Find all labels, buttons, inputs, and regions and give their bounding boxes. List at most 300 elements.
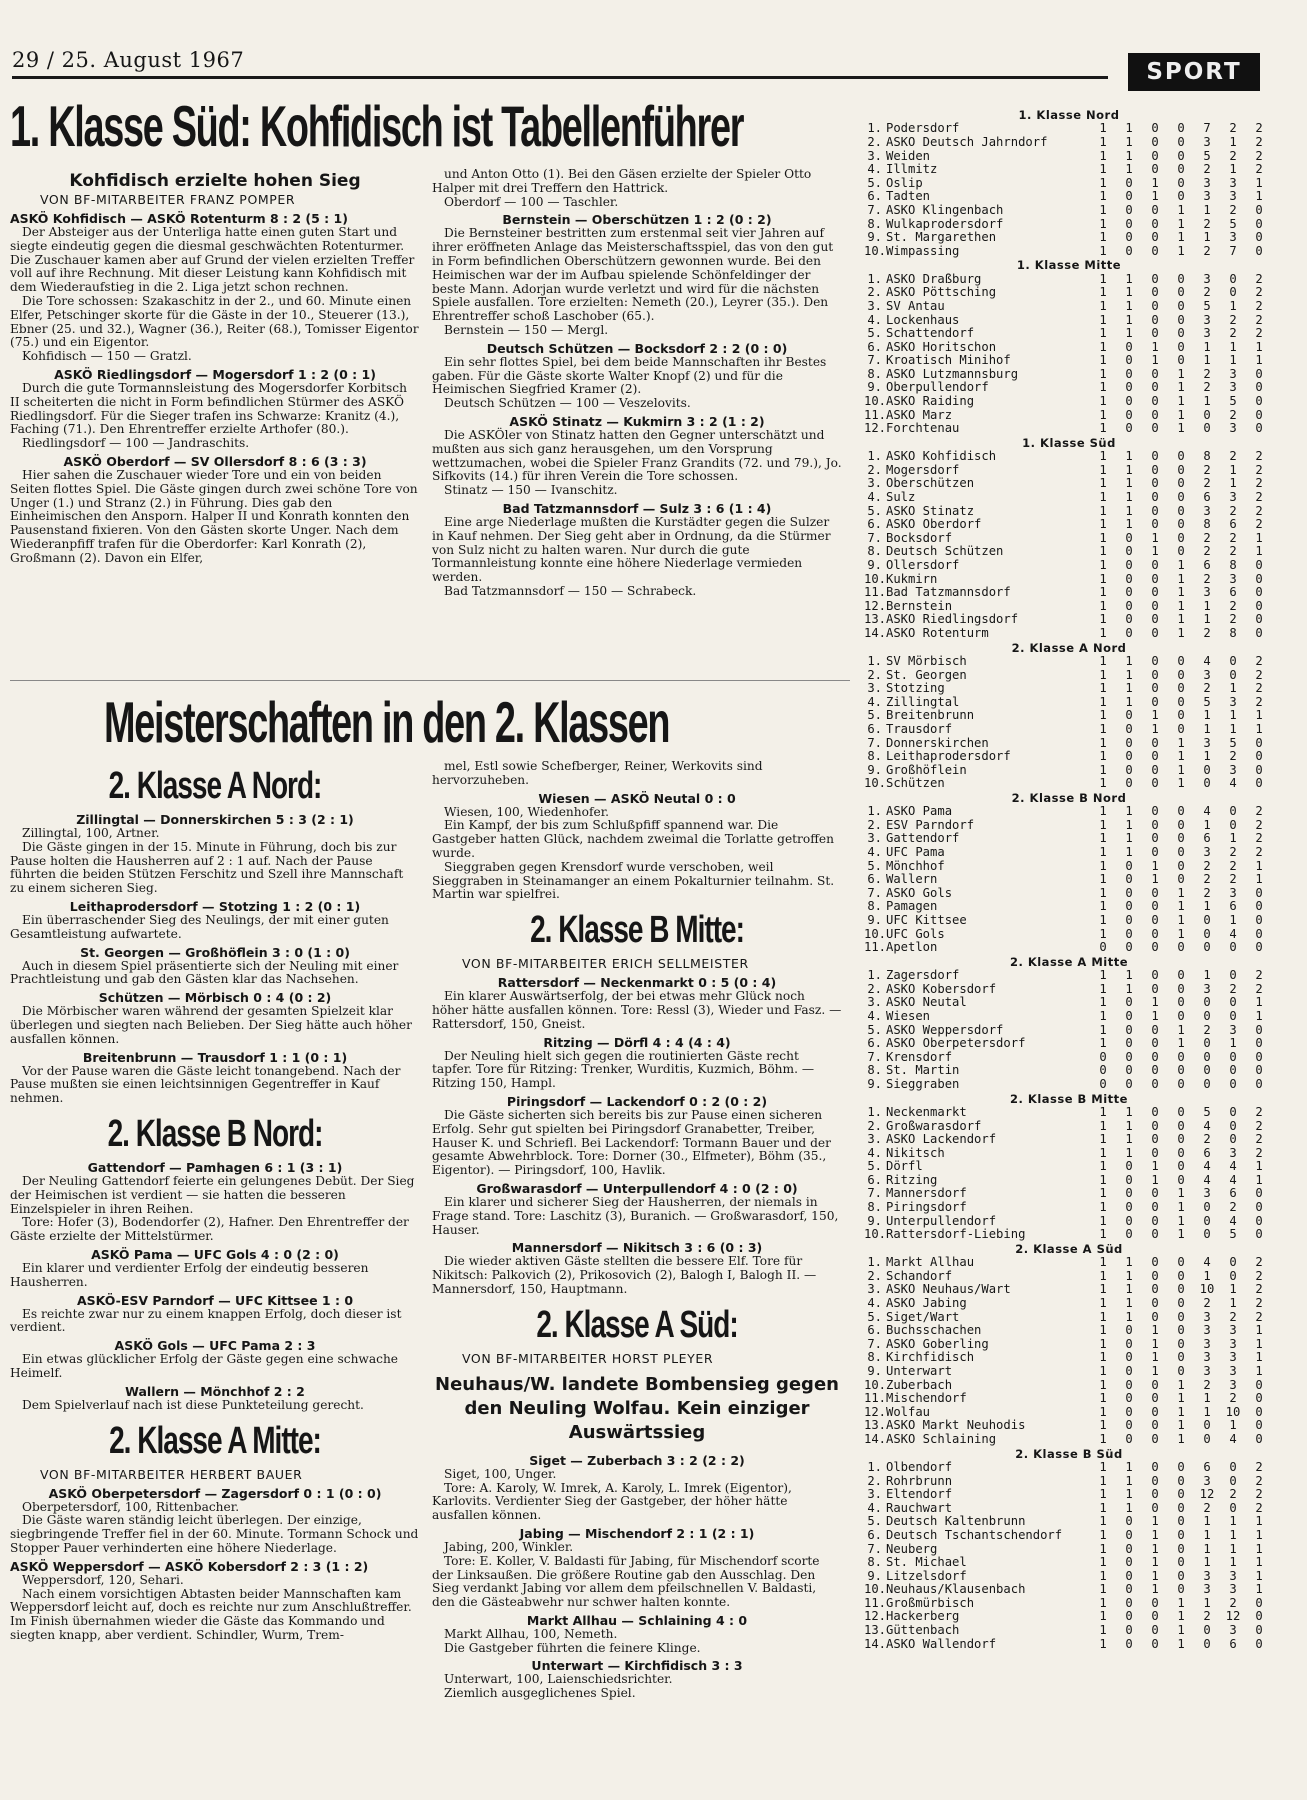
stat-value: 2 xyxy=(1255,1104,1263,1119)
stat-value: 1 xyxy=(1099,735,1107,750)
stat-value: 1 xyxy=(1255,544,1263,559)
standings-row xyxy=(864,464,1274,478)
standings-row xyxy=(864,1624,1274,1638)
stat-value: 2 xyxy=(1229,612,1237,627)
paragraph: Bernstein — 150 — Mergl. xyxy=(444,322,609,337)
stat-value: 0 xyxy=(1177,845,1185,860)
stat-value: 4 xyxy=(1229,1159,1237,1174)
stat-value: 0 xyxy=(1151,1186,1159,1201)
paragraph: Nach einem vorsichtigen Abtasten beider Mannschaften kam Weppersdorf leicht auf, doch es reichte nur zum Anschlußtreffer. Im Finish übernahmen wieder die Gäste das Kommando und siegten knapp, aber verdient. Schindler, Wurm, Trem- xyxy=(10,1586,412,1642)
standings-row xyxy=(864,1529,1274,1543)
stat-value: 1 xyxy=(1177,1186,1185,1201)
paragraph: Siget, 100, Unger. xyxy=(444,1466,557,1481)
stat-value: 1 xyxy=(1099,230,1107,245)
stat-value: 0 xyxy=(1151,503,1159,518)
team-name: Ollersdorf xyxy=(886,558,960,572)
stat-value: 1 xyxy=(1229,162,1237,177)
stat-value: 0 xyxy=(1151,776,1159,791)
stat-value: 0 xyxy=(1151,407,1159,422)
stat-value: 2 xyxy=(1203,366,1211,381)
stat-value: 0 xyxy=(1151,1268,1159,1283)
stat-value: 0 xyxy=(1255,1431,1263,1446)
stat-value: 3 xyxy=(1203,175,1211,190)
match-result: Jabing — Mischendorf 2 : 1 (2 : 1) xyxy=(519,1525,755,1541)
match-result: Rattersdorf — Neckenmarkt 0 : 5 (0 : 4) xyxy=(497,975,777,991)
stat-value: 2 xyxy=(1255,1282,1263,1297)
rank: 4. xyxy=(867,1500,882,1515)
stat-value: 6 xyxy=(1203,1459,1211,1474)
standings-row xyxy=(864,1160,1274,1174)
stat-value: 0 xyxy=(1177,1008,1185,1023)
standings-row xyxy=(864,545,1274,559)
stat-value: 0 xyxy=(1177,1172,1185,1187)
stat-value: 1 xyxy=(1125,1268,1133,1283)
rank: 10. xyxy=(864,1377,887,1392)
team-name: Kroatisch Minihof xyxy=(886,354,1011,368)
stat-value: 3 xyxy=(1203,134,1211,149)
stat-value: 0 xyxy=(1125,1636,1133,1651)
stat-value: 1 xyxy=(1177,585,1185,600)
stat-value: 0 xyxy=(1177,1364,1185,1378)
standings-row xyxy=(864,996,1274,1010)
team-name: ASKÖ Lackendorf xyxy=(886,1133,997,1147)
stat-value: 0 xyxy=(1229,285,1237,300)
stat-value: 0 xyxy=(1151,1636,1159,1651)
stat-value: 0 xyxy=(1151,831,1159,846)
standings-row xyxy=(864,1392,1274,1406)
stat-value: 3 xyxy=(1203,1323,1211,1338)
team-name: Deutsch Tschantschendorf xyxy=(886,1528,1063,1542)
stat-value: 1 xyxy=(1255,1172,1263,1187)
stat-value: 0 xyxy=(1151,1132,1159,1147)
stat-value: 2 xyxy=(1203,1377,1211,1392)
team-name: Unterwart xyxy=(886,1365,953,1378)
stat-value: 0 xyxy=(1177,653,1185,668)
standings-row xyxy=(864,1174,1274,1188)
team-name: ASKÖ Lutzmannsburg xyxy=(886,367,1019,381)
stat-value: 1 xyxy=(1099,326,1107,341)
stat-value: 1 xyxy=(1099,162,1107,177)
stat-value: 1 xyxy=(1099,298,1107,313)
paragraph: Deutsch Schützen — 100 — Veszelovits. xyxy=(444,396,691,411)
stat-value: 2 xyxy=(1255,845,1263,860)
stat-value: 0 xyxy=(1203,1418,1211,1433)
stat-value: 2 xyxy=(1255,1487,1263,1502)
standings-title: 2. Klasse B Mitte xyxy=(1010,1091,1128,1106)
stat-value: 3 xyxy=(1229,1623,1237,1638)
stat-value: 1 xyxy=(1229,1296,1237,1311)
stat-value: 0 xyxy=(1151,298,1159,313)
stat-value: 0 xyxy=(1151,162,1159,177)
stat-value: 1 xyxy=(1177,913,1185,928)
stat-value: 0 xyxy=(1125,858,1133,873)
rank: 2. xyxy=(867,285,882,300)
stat-value: 0 xyxy=(1151,366,1159,381)
stat-value: 2 xyxy=(1203,1609,1211,1624)
rank: 3. xyxy=(867,1132,882,1147)
stat-value: 1 xyxy=(1229,353,1237,368)
stat-value: 1 xyxy=(1099,175,1107,190)
stat-value: 3 xyxy=(1229,421,1237,436)
stat-value: 6 xyxy=(1203,490,1211,505)
stat-value: 1 xyxy=(1099,762,1107,777)
stat-value: 1 xyxy=(1229,476,1237,491)
stat-value: 1 xyxy=(1099,1527,1107,1542)
stat-value: 1 xyxy=(1099,421,1107,436)
team-name: Oslip xyxy=(886,176,923,190)
stat-value: 0 xyxy=(1229,1459,1237,1474)
stat-value: 0 xyxy=(1177,490,1185,505)
stat-value: 0 xyxy=(1255,366,1263,381)
stat-value: 2 xyxy=(1255,804,1263,819)
stat-value: 3 xyxy=(1229,694,1237,709)
stat-value: 0 xyxy=(1229,804,1237,819)
stat-value: 0 xyxy=(1177,162,1185,177)
stat-value: 0 xyxy=(1125,1159,1133,1174)
stat-value: 0 xyxy=(1203,1049,1211,1064)
paragraph: Tore: E. Koller, V. Baldasti für Jabing, für Mischendorf scorte der Linksaußen. Die größere Routine gab den Ausschlag. Den Sieg verdankt Jabing vor allem dem pfeilschnellen V. Baldasti, den die Gästeabwehr nur schwer halten konnte. xyxy=(432,1553,820,1610)
standings-row xyxy=(864,586,1274,600)
stat-value: 1 xyxy=(1203,1391,1211,1406)
stat-value: 0 xyxy=(1125,1541,1133,1556)
stat-value: 1 xyxy=(1229,913,1237,928)
stat-value: 0 xyxy=(1177,175,1185,190)
stat-value: 0 xyxy=(1125,1036,1133,1051)
stat-value: 2 xyxy=(1229,544,1237,559)
standings-row xyxy=(864,887,1274,901)
stat-value: 0 xyxy=(1177,872,1185,887)
stat-value: 0 xyxy=(1099,1063,1107,1078)
stat-value: 2 xyxy=(1255,134,1263,149)
lower-left-article xyxy=(10,766,420,1643)
stat-value: 0 xyxy=(1203,421,1211,436)
standings-row xyxy=(864,1187,1274,1201)
team-name: Kukmirn xyxy=(886,572,938,586)
stat-value: 2 xyxy=(1255,831,1263,846)
stat-value: 0 xyxy=(1255,1049,1263,1064)
stat-value: 8 xyxy=(1203,517,1211,532)
stat-value: 1 xyxy=(1099,1132,1107,1147)
rank: 7. xyxy=(867,1541,882,1556)
stat-value: 0 xyxy=(1125,1623,1133,1638)
page-header: 29 / 25. August 1967 xyxy=(12,48,245,72)
stat-value: 0 xyxy=(1151,285,1159,300)
stat-value: 1 xyxy=(1151,175,1159,190)
stat-value: 0 xyxy=(1151,1431,1159,1446)
stat-value: 1 xyxy=(1255,1159,1263,1174)
stat-value: 1 xyxy=(1177,1213,1185,1228)
stat-value: 0 xyxy=(1151,1487,1159,1502)
stat-value: 0 xyxy=(1125,1172,1133,1187)
paragraph: Durch die gute Tormannsleistung des Mogersdorfer Korbitsch II scheiterten die nicht in Form befindlichen Stürmer des ASKÖ Riedlingsdorf. Für die Sieger trafen ins Schwarze: Kranitz (4.), Faching (71.). Den Ehrentreffer erzielte Arthofer (80.). xyxy=(10,380,407,437)
stat-value: 1 xyxy=(1177,216,1185,231)
stat-value: 3 xyxy=(1203,1582,1211,1597)
stat-value: 3 xyxy=(1203,1568,1211,1583)
stat-value: 0 xyxy=(1255,216,1263,231)
stat-value: 1 xyxy=(1099,926,1107,941)
stat-value: 0 xyxy=(1151,885,1159,900)
stat-value: 1 xyxy=(1125,326,1133,341)
stat-value: 1 xyxy=(1177,366,1185,381)
stat-value: 0 xyxy=(1229,940,1237,955)
stat-value: 0 xyxy=(1255,612,1263,627)
stat-value: 4 xyxy=(1203,653,1211,668)
paragraph: Zillingtal, 100, Artner. xyxy=(22,826,160,840)
stat-value: 0 xyxy=(1125,216,1133,231)
section-heading: 2. Klasse A Süd: xyxy=(536,1303,738,1345)
rank: 9. xyxy=(867,1076,882,1091)
stat-value: 7 xyxy=(1203,121,1211,136)
standings-row xyxy=(864,1351,1274,1365)
standings-row xyxy=(864,559,1274,573)
rank: 10. xyxy=(864,243,887,258)
rank: 8. xyxy=(867,216,882,231)
stat-value: 0 xyxy=(1177,1104,1185,1119)
rank: 7. xyxy=(867,353,882,368)
rank: 2. xyxy=(867,1473,882,1488)
stat-value: 1 xyxy=(1255,1568,1263,1583)
stat-value: 0 xyxy=(1125,1391,1133,1406)
stat-value: 3 xyxy=(1203,845,1211,860)
rank: 11. xyxy=(864,940,887,955)
rank: 8. xyxy=(867,1063,882,1078)
standings-row xyxy=(864,177,1274,191)
stat-value: 1 xyxy=(1099,1623,1107,1638)
stat-value: 0 xyxy=(1125,1076,1133,1091)
standings-row xyxy=(864,969,1274,983)
stat-value: 0 xyxy=(1151,1459,1159,1474)
stat-value: 1 xyxy=(1099,1568,1107,1583)
team-name: Donnerskirchen xyxy=(886,736,989,750)
standings-row xyxy=(864,764,1274,778)
stat-value: 1 xyxy=(1125,134,1133,149)
stat-value: 1 xyxy=(1151,1159,1159,1174)
rank: 2. xyxy=(867,134,882,149)
stat-value: 0 xyxy=(1177,353,1185,368)
stat-value: 1 xyxy=(1099,353,1107,368)
rank: 1. xyxy=(867,653,882,668)
stat-value: 2 xyxy=(1255,1309,1263,1324)
standings-row xyxy=(864,1515,1274,1529)
rank: 3. xyxy=(867,148,882,163)
team-name: ASKÖ Marz xyxy=(886,408,953,422)
rank: 2. xyxy=(867,667,882,682)
standings-row xyxy=(864,928,1274,942)
team-name: Trausdorf xyxy=(886,722,953,736)
paragraph: Tore: Hofer (3), Bodendorfer (2), Hafner. Den Ehrentreffer der Gäste erzielte der Mittelstürmer. xyxy=(10,1215,409,1244)
stat-value: 1 xyxy=(1099,449,1107,464)
stat-value: 6 xyxy=(1203,831,1211,846)
standings-row xyxy=(864,518,1274,532)
rank: 9. xyxy=(867,762,882,777)
stat-value: 2 xyxy=(1255,449,1263,464)
stat-value: 0 xyxy=(1125,598,1133,613)
stat-value: 1 xyxy=(1099,845,1107,860)
stat-value: 0 xyxy=(1125,353,1133,368)
stat-value: 1 xyxy=(1151,353,1159,368)
team-name: Olbendorf xyxy=(886,1460,953,1474)
rank: 9. xyxy=(867,1364,882,1378)
standings-title: 2. Klasse B Süd xyxy=(1015,1446,1123,1461)
stat-value: 2 xyxy=(1255,667,1263,682)
stat-value: 2 xyxy=(1255,1132,1263,1147)
rank: 9. xyxy=(867,1568,882,1583)
stat-value: 0 xyxy=(1125,1595,1133,1610)
match-result: ASKÖ Gols — UFC Pama 2 : 3 xyxy=(114,1338,316,1354)
standings-row xyxy=(864,136,1274,150)
standings-row xyxy=(864,723,1274,737)
stat-value: 1 xyxy=(1099,380,1107,395)
stat-value: 1 xyxy=(1255,1555,1263,1570)
standings-row xyxy=(864,613,1274,627)
stat-value: 0 xyxy=(1177,1076,1185,1091)
match-result: Siget — Zuberbach 3 : 2 (2 : 2) xyxy=(529,1452,745,1468)
stat-value: 1 xyxy=(1099,913,1107,928)
paragraph: Kohfidisch — 150 — Gratzl. xyxy=(22,349,192,364)
rank: 4. xyxy=(867,312,882,327)
rank: 3. xyxy=(867,681,882,696)
rank: 4. xyxy=(867,1008,882,1023)
stat-value: 1 xyxy=(1099,557,1107,572)
stat-value: 0 xyxy=(1255,1213,1263,1228)
team-name: Markt Allhau xyxy=(886,1256,975,1270)
left-article xyxy=(10,211,420,566)
rank: 8. xyxy=(867,749,882,764)
stat-value: 1 xyxy=(1099,625,1107,640)
rank: 3. xyxy=(867,298,882,313)
rank: 10. xyxy=(864,926,887,941)
stat-value: 1 xyxy=(1099,1364,1107,1378)
stat-value: 0 xyxy=(1255,885,1263,900)
standings-row xyxy=(864,1064,1274,1078)
stat-value: 1 xyxy=(1125,148,1133,163)
stat-value: 1 xyxy=(1099,1609,1107,1624)
stat-value: 1 xyxy=(1099,189,1107,204)
stat-value: 1 xyxy=(1099,490,1107,505)
standings-title: 1. Klasse Mitte xyxy=(1016,258,1122,273)
stat-value: 1 xyxy=(1177,230,1185,245)
stat-value: 0 xyxy=(1151,1145,1159,1160)
stat-value: 2 xyxy=(1203,1022,1211,1037)
stat-value: 0 xyxy=(1203,1431,1211,1446)
stat-value: 1 xyxy=(1203,721,1211,736)
stat-value: 0 xyxy=(1125,394,1133,409)
stat-value: 2 xyxy=(1203,162,1211,177)
stat-value: 1 xyxy=(1255,530,1263,545)
stat-value: 0 xyxy=(1255,940,1263,955)
standings-row xyxy=(864,491,1274,505)
section-heading: 2. Klasse B Mitte: xyxy=(530,908,744,951)
team-name: Neuhaus/Klausenbach xyxy=(886,1583,1026,1597)
stat-value: 0 xyxy=(1255,1404,1263,1419)
stat-value: 0 xyxy=(1177,326,1185,341)
stat-value: 1 xyxy=(1099,968,1107,983)
team-name: Wallern xyxy=(886,873,938,887)
rank: 3. xyxy=(867,1487,882,1502)
stat-value: 0 xyxy=(1151,598,1159,613)
stat-value: 1 xyxy=(1099,1473,1107,1488)
team-name: Mogersdorf xyxy=(886,463,960,477)
match-result: St. Georgen — Großhöflein 3 : 0 (1 : 0) xyxy=(80,944,350,960)
stat-value: 0 xyxy=(1177,1541,1185,1556)
stat-value: 0 xyxy=(1125,243,1133,258)
stat-value: 0 xyxy=(1177,517,1185,532)
stat-value: 0 xyxy=(1203,913,1211,928)
stat-value: 1 xyxy=(1177,625,1185,640)
stat-value: 0 xyxy=(1151,1309,1159,1324)
stat-value: 2 xyxy=(1229,503,1237,518)
paragraph: Die Mörbischer waren während der gesamten Spielzeit klar überlegen und siegten nach Belieben. Der Sieg hätte auch höher ausfallen können. xyxy=(10,1004,412,1046)
rank: 6. xyxy=(867,721,882,736)
stat-value: 0 xyxy=(1151,490,1159,505)
stat-value: 1 xyxy=(1125,1118,1133,1133)
stat-value: 1 xyxy=(1099,1104,1107,1119)
stat-value: 0 xyxy=(1151,926,1159,941)
stat-value: 1 xyxy=(1229,681,1237,696)
stat-value: 1 xyxy=(1255,721,1263,736)
stat-value: 1 xyxy=(1125,968,1133,983)
stat-value: 2 xyxy=(1255,503,1263,518)
standings-row xyxy=(864,1283,1274,1297)
stat-value: 0 xyxy=(1255,1200,1263,1215)
stat-value: 1 xyxy=(1177,1636,1185,1651)
stat-value: 0 xyxy=(1151,380,1159,395)
stat-value: 1 xyxy=(1203,1404,1211,1419)
stat-value: 2 xyxy=(1203,285,1211,300)
stat-value: 0 xyxy=(1125,1527,1133,1542)
stat-value: 1 xyxy=(1125,312,1133,327)
standings-row xyxy=(864,1488,1274,1502)
team-name: Schandorf xyxy=(886,1269,953,1283)
rank: 2. xyxy=(867,1268,882,1283)
rank: 6. xyxy=(867,1172,882,1187)
stat-value: 1 xyxy=(1125,490,1133,505)
stat-value: 0 xyxy=(1125,366,1133,381)
stat-value: 0 xyxy=(1255,1227,1263,1242)
stat-value: 0 xyxy=(1255,1636,1263,1651)
paragraph: Ein etwas glücklicher Erfolg der Gäste gegen eine schwache Heimelf. xyxy=(10,1352,399,1380)
stat-value: 1 xyxy=(1099,394,1107,409)
stat-value: 0 xyxy=(1255,380,1263,395)
stat-value: 1 xyxy=(1099,1282,1107,1297)
stat-value: 1 xyxy=(1151,1336,1159,1351)
team-name: Kirchfidisch xyxy=(886,1351,975,1365)
paragraph: Riedlingsdorf — 100 — Jandraschits. xyxy=(22,436,250,451)
rank: 4. xyxy=(867,845,882,860)
team-name: Mischendorf xyxy=(886,1392,967,1406)
standings-title: 1. Klasse Nord xyxy=(1018,108,1120,122)
paragraph: Die Gäste waren ständig leicht überlegen. Der einzige, siegbringende Treffer fiel in der 60. Minute. Tormann Schock und Stopper Pauer verhinderten eine höhere Niederlage. xyxy=(10,1513,419,1555)
stat-value: 1 xyxy=(1099,571,1107,586)
stat-value: 1 xyxy=(1177,1200,1185,1215)
stat-value: 1 xyxy=(1099,339,1107,354)
stat-value: 2 xyxy=(1203,1132,1211,1147)
middle-column xyxy=(432,168,842,599)
stat-value: 1 xyxy=(1099,366,1107,381)
stat-value: 4 xyxy=(1229,1431,1237,1446)
stat-value: 0 xyxy=(1255,1063,1263,1078)
stat-value: 2 xyxy=(1255,817,1263,832)
rank: 5. xyxy=(867,708,882,723)
standings-row xyxy=(864,122,1274,136)
team-name: Illmitz xyxy=(886,163,938,177)
paragraph: Ein Kampf, der bis zum Schlußpfiff spannend war. Die Gastgeber hatten Glück, nachdem zweimal die Torlatte getroffen wurde. xyxy=(432,818,834,860)
stat-value: 1 xyxy=(1099,1377,1107,1392)
stat-value: 0 xyxy=(1255,1036,1263,1051)
stat-value: 0 xyxy=(1255,1595,1263,1610)
rank: 5. xyxy=(867,503,882,518)
stat-value: 1 xyxy=(1099,776,1107,791)
